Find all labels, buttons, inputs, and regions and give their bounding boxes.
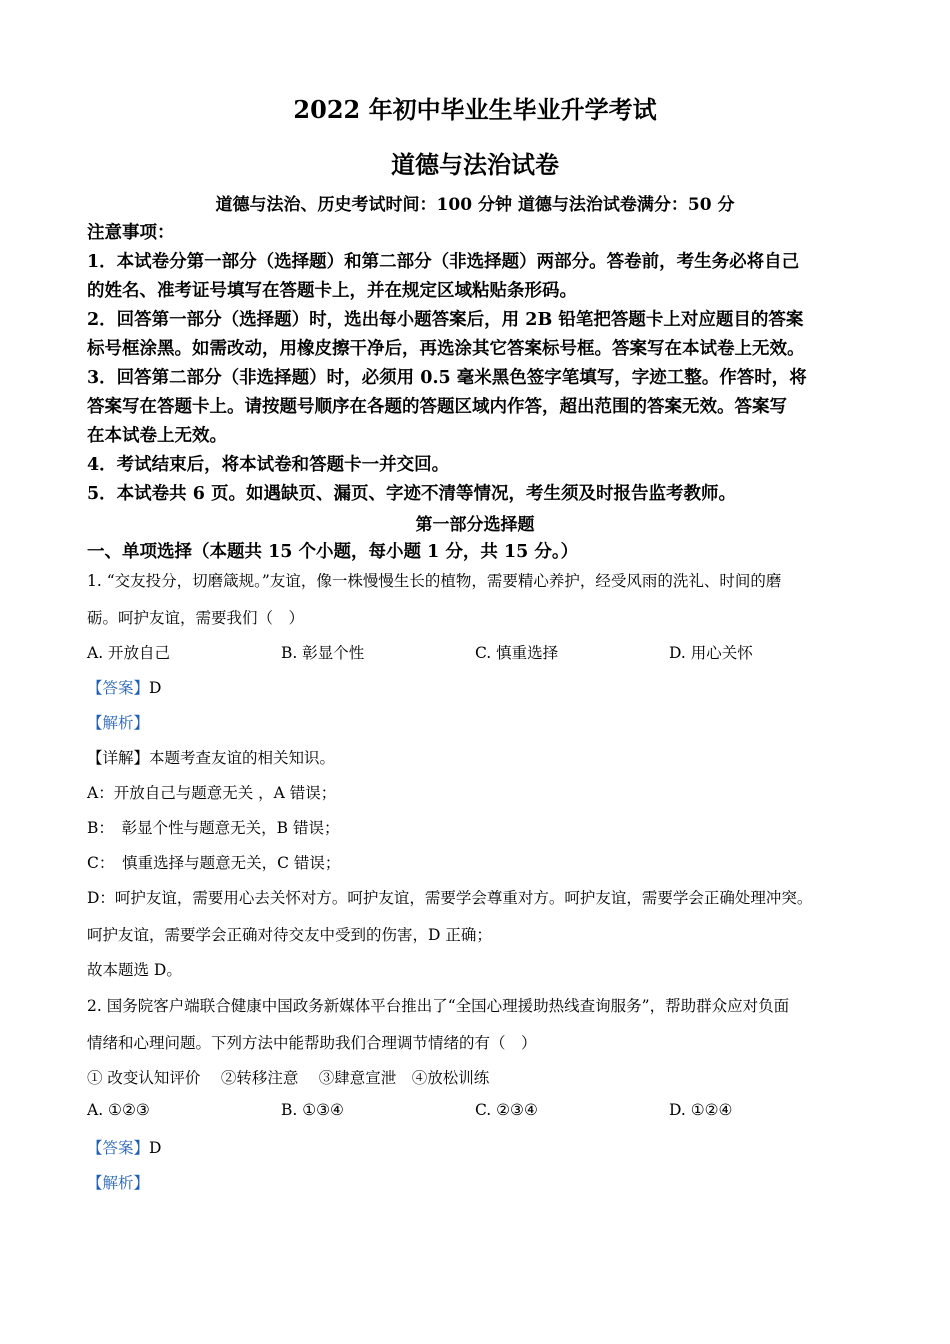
answer-value: D xyxy=(149,679,162,697)
answer-tag: 【答案】 xyxy=(87,679,150,697)
q2-answer xyxy=(87,1136,161,1158)
q1-explain-line: B： 彰显个性与题意无关，B 错误； xyxy=(87,819,340,837)
exam-info: 道德与法治、历史考试时间：100 分钟 道德与法治试卷满分：50 分 xyxy=(215,195,735,215)
q2-option-c: C. ②③④ xyxy=(475,1101,538,1119)
detail-tag: 【详解】 xyxy=(87,749,150,767)
part-title: 第一部分选择题 xyxy=(415,515,535,535)
detail-intro: 本题考查友谊的相关知识。 xyxy=(149,749,336,767)
q1-option-a: A. 开放自己 xyxy=(87,644,171,662)
q2-option-a: A. ①②③ xyxy=(87,1101,150,1119)
exam-subtitle: 道德与法治试卷 xyxy=(391,150,559,179)
q1-option-b: B. 彰显个性 xyxy=(281,644,365,662)
notice-heading: 注意事项： xyxy=(87,223,175,243)
notice-line: 在本试卷上无效。 xyxy=(87,426,227,446)
q2-items: ① 改变认知评价 ②转移注意 ③肆意宣泄 ④放松训练 xyxy=(87,1069,490,1087)
q1-explain-line: D：呵护友谊，需要用心去关怀对方。呵护友谊，需要学会尊重对方。呵护友谊，需要学会正确处理冲突。 xyxy=(87,889,813,907)
q1-explain-line: 呵护友谊，需要学会正确对待交友中受到的伤害，D 正确； xyxy=(87,926,492,944)
section-title: 一、单项选择（本题共 15 个小题，每小题 1 分，共 15 分。） xyxy=(87,542,579,562)
notice-line: 答案写在答题卡上。请按题号顺序在各题的答题区域内作答，超出范围的答案无效。答案写 xyxy=(87,397,787,417)
exam-title: 2022 年初中毕业生毕业升学考试 xyxy=(293,95,657,124)
notice-line: 4．考试结束后，将本试卷和答题卡一并交回。 xyxy=(87,455,450,475)
q2-option-b: B. ①③④ xyxy=(281,1101,344,1119)
notice-line: 1．本试卷分第一部分（选择题）和第二部分（非选择题）两部分。答卷前，考生务必将自己 xyxy=(87,252,800,272)
notice-line: 标号框涂黑。如需改动，用橡皮擦干净后，再选涂其它答案标号框。答案写在本试卷上无效。 xyxy=(87,339,805,359)
q1-answer xyxy=(87,676,161,698)
notice-line: 2．回答第一部分（选择题）时，选出每小题答案后，用 2B 铅笔把答题卡上对应题目的答案 xyxy=(87,310,804,330)
q2-stem-line: 情绪和心理问题。下列方法中能帮助我们合理调节情绪的有（ ） xyxy=(87,1034,537,1052)
q1-explain-line: 故本题选 D。 xyxy=(87,961,182,979)
q1-explain-line: A：开放自己与题意无关 ，A 错误； xyxy=(87,784,337,802)
q2-option-d: D. ①②④ xyxy=(669,1101,733,1119)
notice-line: 的姓名、准考证号填写在答题卡上，并在规定区域粘贴条形码。 xyxy=(87,281,577,301)
notice-line: 3．回答第二部分（非选择题）时，必须用 0.5 毫米黑色签字笔填写，字迹工整。作答时，将 xyxy=(87,368,807,388)
answer-tag: 【答案】 xyxy=(87,1139,150,1157)
q2-analysis-tag: 【解析】 xyxy=(87,1174,150,1192)
notice-line: 5．本试卷共 6 页。如遇缺页、漏页、字迹不清等情况，考生须及时报告监考教师。 xyxy=(87,484,737,504)
q1-option-c: C. 慎重选择 xyxy=(475,644,559,662)
q1-stem-line: 砺。呵护友谊，需要我们（ ） xyxy=(87,609,305,627)
q1-stem-line: 1. “交友投分，切磨箴规。”友谊，像一株慢慢生长的植物，需要精心养护，经受风雨的洗礼、时间的磨 xyxy=(87,572,782,590)
q1-analysis-tag: 【解析】 xyxy=(87,714,150,732)
q1-explain-line: C： 慎重选择与题意无关，C 错误； xyxy=(87,854,341,872)
q1-detail xyxy=(87,746,335,768)
answer-value: D xyxy=(149,1139,162,1157)
q1-option-d: D. 用心关怀 xyxy=(669,644,753,662)
q2-stem-line: 2. 国务院客户端联合健康中国政务新媒体平台推出了“全国心理援助热线查询服务”，帮助群众应对负面 xyxy=(87,997,790,1015)
